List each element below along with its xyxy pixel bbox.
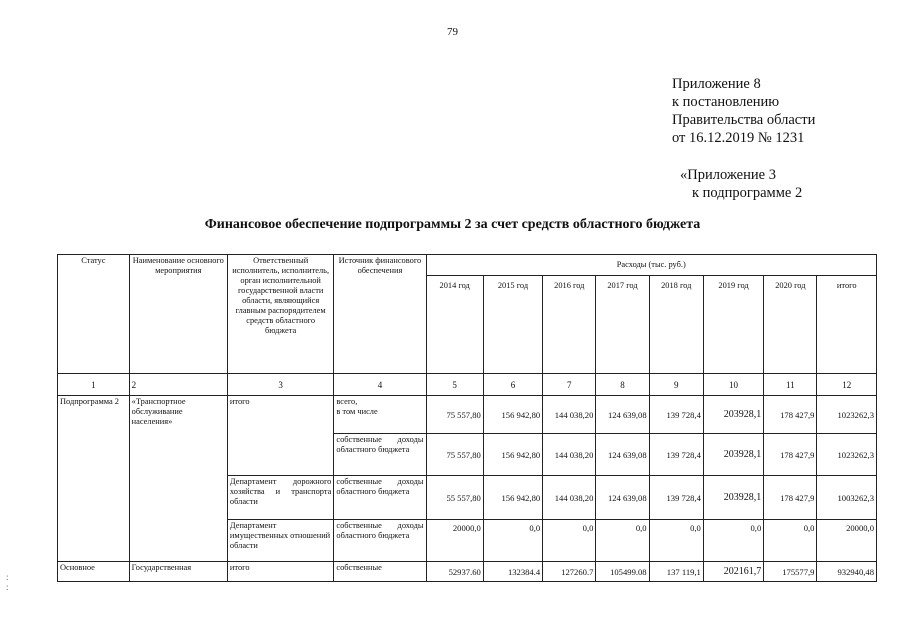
- value-cell: 178 427,9: [764, 476, 817, 520]
- source-cell: собственные: [334, 562, 426, 582]
- header-year: 2018 год: [649, 276, 703, 374]
- value-cell: 1023262,3: [817, 396, 877, 434]
- value-cell: 1023262,3: [817, 434, 877, 476]
- column-number: 3: [227, 374, 333, 396]
- column-number: 11: [764, 374, 817, 396]
- executor-cell: итого: [227, 396, 333, 476]
- header-year: 2017 год: [596, 276, 649, 374]
- inner-appendix-block: [680, 166, 802, 202]
- page-number: 79: [447, 26, 458, 38]
- document-title: Финансовое обеспечение подпрограммы 2 за счет средств областного бюджета: [204, 217, 701, 232]
- value-cell: 0,0: [703, 520, 763, 562]
- header-name: Наименование основного мероприятия: [129, 255, 227, 374]
- value-cell: 132384.4: [483, 562, 542, 582]
- inner-appendix-line: «Приложение 3: [680, 167, 776, 183]
- value-cell: 139 728,4: [649, 476, 703, 520]
- value-cell: 127260.7: [543, 562, 596, 582]
- value-cell: 55 557,80: [426, 476, 483, 520]
- source-cell: всего, в том числе: [334, 396, 426, 434]
- value-cell: 178 427,9: [764, 434, 817, 476]
- column-number: 6: [483, 374, 542, 396]
- value-cell: 0,0: [543, 520, 596, 562]
- value-cell: 0,0: [483, 520, 542, 562]
- column-number: 2: [129, 374, 227, 396]
- header-year: 2014 год: [426, 276, 483, 374]
- value-cell: 105499.08: [596, 562, 649, 582]
- appendix-block: [672, 75, 815, 147]
- value-cell: 75 557,80: [426, 396, 483, 434]
- value-cell: 124 639,08: [596, 476, 649, 520]
- table-row: [58, 562, 877, 582]
- value-cell: 0,0: [764, 520, 817, 562]
- column-number: 4: [334, 374, 426, 396]
- value-cell: 124 639,08: [596, 396, 649, 434]
- value-cell: 20000,0: [426, 520, 483, 562]
- table-row: [58, 396, 877, 434]
- value-cell: 20000,0: [817, 520, 877, 562]
- column-number: 7: [543, 374, 596, 396]
- header-executor: Ответственный исполнитель, исполнитель, орган исполнительной государственной власти области, являющийся главным распорядителем средств областного бюджета: [227, 255, 333, 374]
- column-number: 12: [817, 374, 877, 396]
- inner-appendix-line: к подпрограмме 2: [692, 185, 803, 201]
- column-number: 10: [703, 374, 763, 396]
- appendix-line: Приложение 8: [672, 76, 761, 92]
- appendix-line: к постановлению: [672, 94, 780, 110]
- value-cell: 203928,1: [703, 476, 763, 520]
- value-cell: 144 038,20: [543, 396, 596, 434]
- executor-cell: Департамент дорожного хозяйства и транспорта области: [227, 476, 333, 520]
- financing-table: [57, 254, 877, 582]
- value-cell: 52937.60: [426, 562, 483, 582]
- column-number: 5: [426, 374, 483, 396]
- value-cell: 175577,9: [764, 562, 817, 582]
- value-cell: 156 942,80: [483, 434, 542, 476]
- value-cell: 137 119,1: [649, 562, 703, 582]
- value-cell: 202161,7: [703, 562, 763, 582]
- value-cell: 144 038,20: [543, 434, 596, 476]
- header-year: 2015 год: [483, 276, 542, 374]
- header-row: [58, 255, 877, 276]
- status-cell: Основное: [58, 562, 130, 582]
- value-cell: 1003262,3: [817, 476, 877, 520]
- column-number: 1: [58, 374, 130, 396]
- value-cell: 932940,48: [817, 562, 877, 582]
- name-cell: «Транспортное обслуживание населения»: [129, 396, 227, 562]
- status-cell: Подпрограмма 2: [58, 396, 130, 562]
- header-source: Источник финансового обеспечения: [334, 255, 426, 374]
- executor-cell: итого: [227, 562, 333, 582]
- value-cell: 124 639,08: [596, 434, 649, 476]
- column-number: 8: [596, 374, 649, 396]
- source-cell: собственные доходы областного бюджета: [334, 434, 426, 476]
- value-cell: 0,0: [649, 520, 703, 562]
- value-cell: 75 557,80: [426, 434, 483, 476]
- value-cell: 178 427,9: [764, 396, 817, 434]
- header-year: 2019 год: [703, 276, 763, 374]
- value-cell: 144 038,20: [543, 476, 596, 520]
- header-year: 2016 год: [543, 276, 596, 374]
- appendix-line: от 16.12.2019 № 1231: [672, 130, 805, 146]
- source-cell: собственные доходы областного бюджета: [334, 476, 426, 520]
- column-number-row: [58, 374, 877, 396]
- column-number: 9: [649, 374, 703, 396]
- source-cell: собственные доходы областного бюджета: [334, 520, 426, 562]
- header-year: итого: [817, 276, 877, 374]
- header-expenses: Расходы (тыс. руб.): [426, 255, 877, 276]
- appendix-line: Правительства области: [672, 112, 816, 128]
- name-cell: Государственная: [129, 562, 227, 582]
- value-cell: 0,0: [596, 520, 649, 562]
- scan-edge-mark: :: [6, 582, 9, 592]
- header-status: Статус: [58, 255, 130, 374]
- value-cell: 203928,1: [703, 434, 763, 476]
- scan-edge-mark: :: [6, 572, 9, 582]
- value-cell: 139 728,4: [649, 434, 703, 476]
- executor-cell: Департамент имущественных отношений области: [227, 520, 333, 562]
- value-cell: 139 728,4: [649, 396, 703, 434]
- value-cell: 156 942,80: [483, 396, 542, 434]
- value-cell: 156 942,80: [483, 476, 542, 520]
- value-cell: 203928,1: [703, 396, 763, 434]
- header-year: 2020 год: [764, 276, 817, 374]
